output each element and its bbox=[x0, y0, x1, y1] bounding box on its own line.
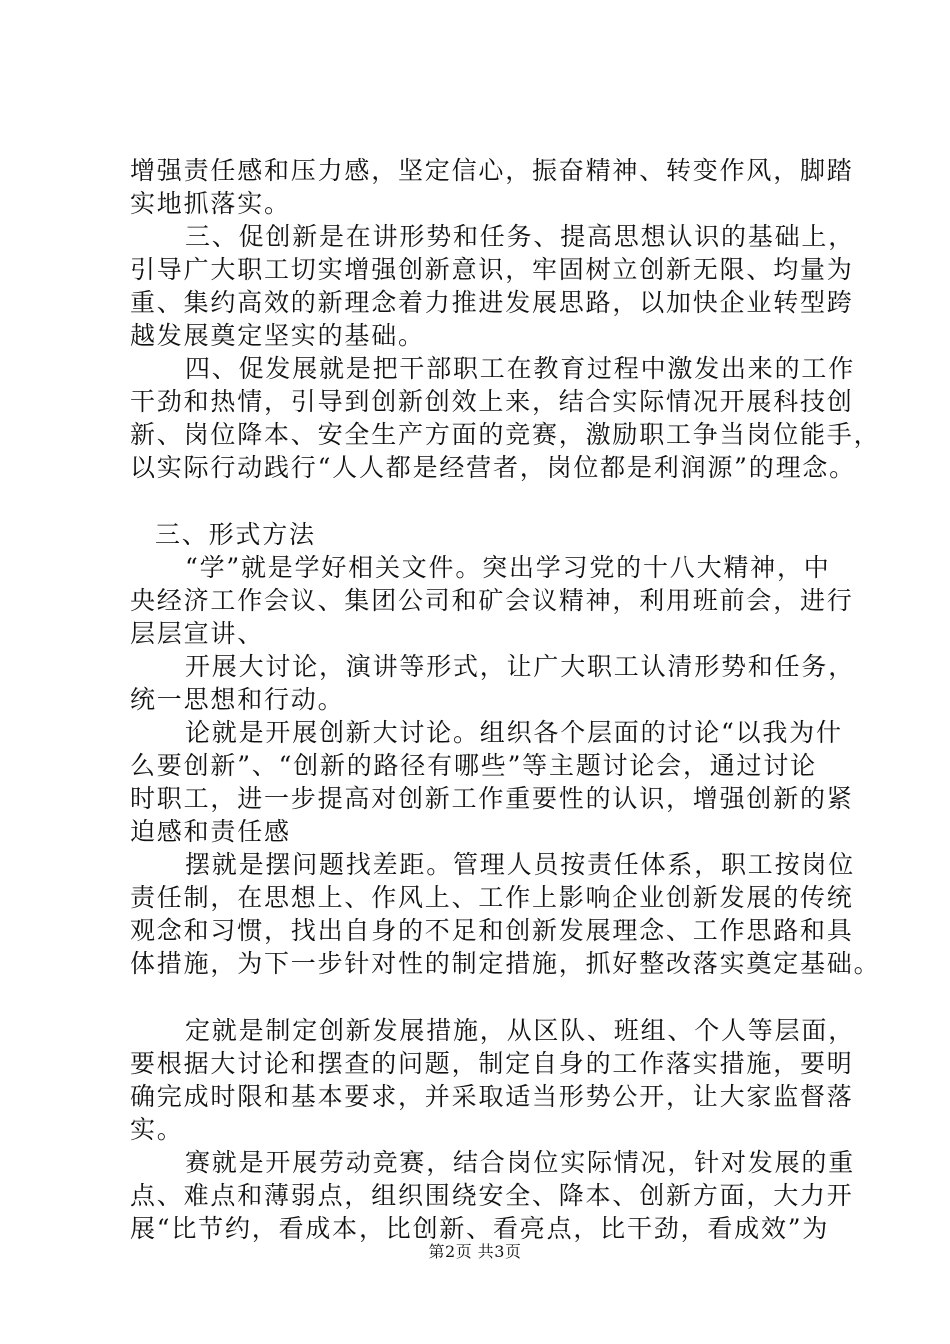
text-line: 展“比节约，看成本，比创新、看亮点，比干劲，看成效”为 bbox=[130, 1214, 830, 1243]
page-footer: 第2页 共3页 bbox=[428, 1242, 522, 1261]
text-line: 体措施，为下一步针对性的制定措施，抓好整改落实奠定基础。 bbox=[130, 949, 881, 978]
text-line: 增强责任感和压力感，坚定信心，振奋精神、转变作风，脚踏 bbox=[130, 156, 854, 185]
text-line: 新、岗位降本、安全生产方面的竞赛，激励职工争当岗位能手， bbox=[130, 420, 881, 449]
text-line: 三、促创新是在讲形势和任务、提高思想认识的基础上， bbox=[185, 222, 856, 251]
text-line: 论就是开展创新大讨论。组织各个层面的讨论“以我为什 bbox=[185, 718, 843, 747]
text-line: 以实际行动践行“人人都是经营者，岗位都是利润源”的理念。 bbox=[130, 453, 856, 482]
text-line: 确完成时限和基本要求，并采取适当形势公开，让大家监督落 bbox=[130, 1082, 854, 1111]
text-line: 要根据大讨论和摆查的问题，制定自身的工作落实措施，要明 bbox=[130, 1049, 854, 1078]
text-line: 三、形式方法 bbox=[155, 520, 316, 549]
text-line: 赛就是开展劳动竞赛，结合岗位实际情况，针对发展的重 bbox=[185, 1148, 856, 1177]
text-line: 引导广大职工切实增强创新意识，牢固树立创新无限、均量为 bbox=[130, 255, 854, 284]
text-line: 实地抓落实。 bbox=[130, 189, 291, 218]
text-line: 开展大讨论，演讲等形式，让广大职工认清形势和任务， bbox=[185, 652, 856, 681]
text-line: 实。 bbox=[130, 1115, 184, 1144]
text-line: 央经济工作会议、集团公司和矿会议精神，利用班前会，进行 bbox=[130, 586, 854, 615]
text-line: 么要创新”、“创新的路径有哪些”等主题讨论会，通过讨论 bbox=[130, 751, 817, 780]
text-line: 四、促发展就是把干部职工在教育过程中激发出来的工作 bbox=[185, 354, 856, 383]
text-line: 点、难点和薄弱点，组织围绕安全、降本、创新方面，大力开 bbox=[130, 1181, 854, 1210]
text-line: 统一思想和行动。 bbox=[130, 685, 345, 714]
text-line: 层层宣讲、 bbox=[130, 619, 265, 648]
text-line: 迫感和责任感 bbox=[130, 817, 291, 846]
text-line: 重、集约高效的新理念着力推进发展思路，以加快企业转型跨 bbox=[130, 288, 854, 317]
text-line: 时职工，进一步提高对创新工作重要性的认识，增强创新的紧 bbox=[130, 784, 854, 813]
text-line: 定就是制定创新发展措施，从区队、班组、个人等层面， bbox=[185, 1016, 856, 1045]
text-line: 干劲和热情，引导到创新创效上来，结合实际情况开展科技创 bbox=[130, 387, 854, 416]
text-line: “学”就是学好相关文件。突出学习党的十八大精神，中 bbox=[185, 553, 831, 582]
text-line: 观念和习惯，找出自身的不足和创新发展理念、工作思路和具 bbox=[130, 916, 854, 945]
text-line: 责任制，在思想上、作风上、工作上影响企业创新发展的传统 bbox=[130, 883, 854, 912]
text-line: 越发展奠定坚实的基础。 bbox=[130, 321, 425, 350]
text-line: 摆就是摆问题找差距。管理人员按责任体系，职工按岗位 bbox=[185, 850, 856, 879]
